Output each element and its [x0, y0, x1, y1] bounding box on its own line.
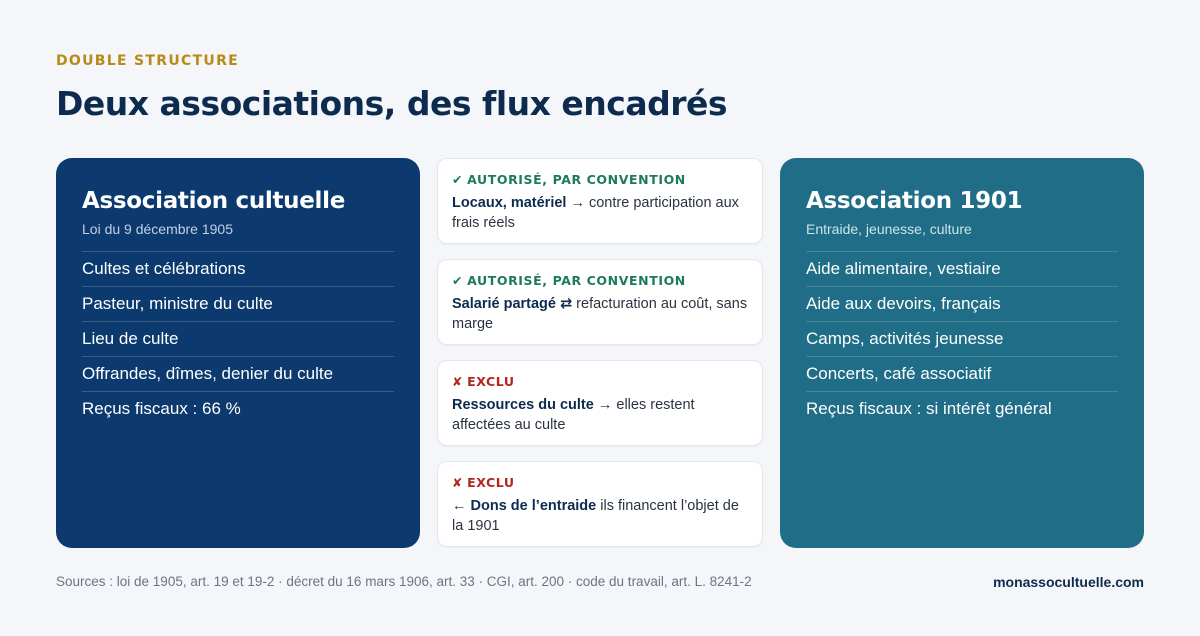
list-item: Lieu de culte	[82, 321, 394, 356]
flow-status	[452, 172, 748, 188]
flow-card-locaux	[437, 158, 763, 244]
panel-subtitle: Entraide, jeunesse, culture	[806, 221, 972, 237]
flow-status	[452, 374, 748, 390]
panel-list	[806, 251, 1118, 426]
footer-sources: Sources : loi de 1905, art. 19 et 19-2 · décret du 16 mars 1906, art. 33 · CGI, art. 200 · code du travail, art. L. 8241-2	[56, 574, 752, 589]
flow-description: Salarié partagé ⇄ refacturation au coût, sans marge	[452, 296, 748, 332]
flow-tag: EXCLU	[467, 475, 515, 490]
flow-description: Locaux, matériel → contre participation aux frais réels	[452, 195, 739, 231]
page-title: Deux associations, des flux encadrés	[56, 84, 728, 123]
flow-card-dons	[437, 461, 763, 547]
panel-association-1901	[780, 158, 1144, 548]
check-icon: ✔	[452, 273, 464, 288]
flow-tag: EXCLU	[467, 374, 515, 389]
footer-brand-link[interactable]: monassocultuelle.com	[993, 574, 1144, 590]
flow-subject: Dons de l’entraide	[470, 498, 597, 514]
list-item: Aide aux devoirs, français	[806, 286, 1118, 321]
cross-icon: ✘	[452, 374, 464, 389]
panel-list	[82, 251, 394, 426]
list-item: Reçus fiscaux : si intérêt général	[806, 391, 1118, 426]
panel-subtitle: Loi du 9 décembre 1905	[82, 221, 233, 237]
flow-description: ← Dons de l’entraide ils financent l’objet de la 1901	[452, 498, 739, 534]
list-item: Aide alimentaire, vestiaire	[806, 251, 1118, 286]
flow-tag: AUTORISÉ, PAR CONVENTION	[467, 172, 686, 187]
list-item: Pasteur, ministre du culte	[82, 286, 394, 321]
flow-status	[452, 273, 748, 289]
list-item: Offrandes, dîmes, denier du culte	[82, 356, 394, 391]
flow-tag: AUTORISÉ, PAR CONVENTION	[467, 273, 686, 288]
list-item: Cultes et célébrations	[82, 251, 394, 286]
list-item: Concerts, café associatif	[806, 356, 1118, 391]
flow-subject: Ressources du culte →	[452, 397, 613, 413]
list-item: Reçus fiscaux : 66 %	[82, 391, 394, 426]
flow-subject: Locaux, matériel	[452, 195, 567, 211]
panel-title: Association 1901	[806, 188, 1023, 214]
flow-card-ressources	[437, 360, 763, 446]
cross-icon: ✘	[452, 475, 464, 490]
panel-title: Association cultuelle	[82, 188, 346, 214]
check-icon: ✔	[452, 172, 464, 187]
eyebrow: DOUBLE STRUCTURE	[56, 53, 240, 69]
flow-card-salarie	[437, 259, 763, 345]
panel-association-cultuelle	[56, 158, 420, 548]
flow-description: Ressources du culte → elles restent affectées au culte	[452, 397, 695, 433]
flow-subject: Salarié partagé ⇄	[452, 296, 573, 312]
flow-status	[452, 475, 748, 491]
list-item: Camps, activités jeunesse	[806, 321, 1118, 356]
